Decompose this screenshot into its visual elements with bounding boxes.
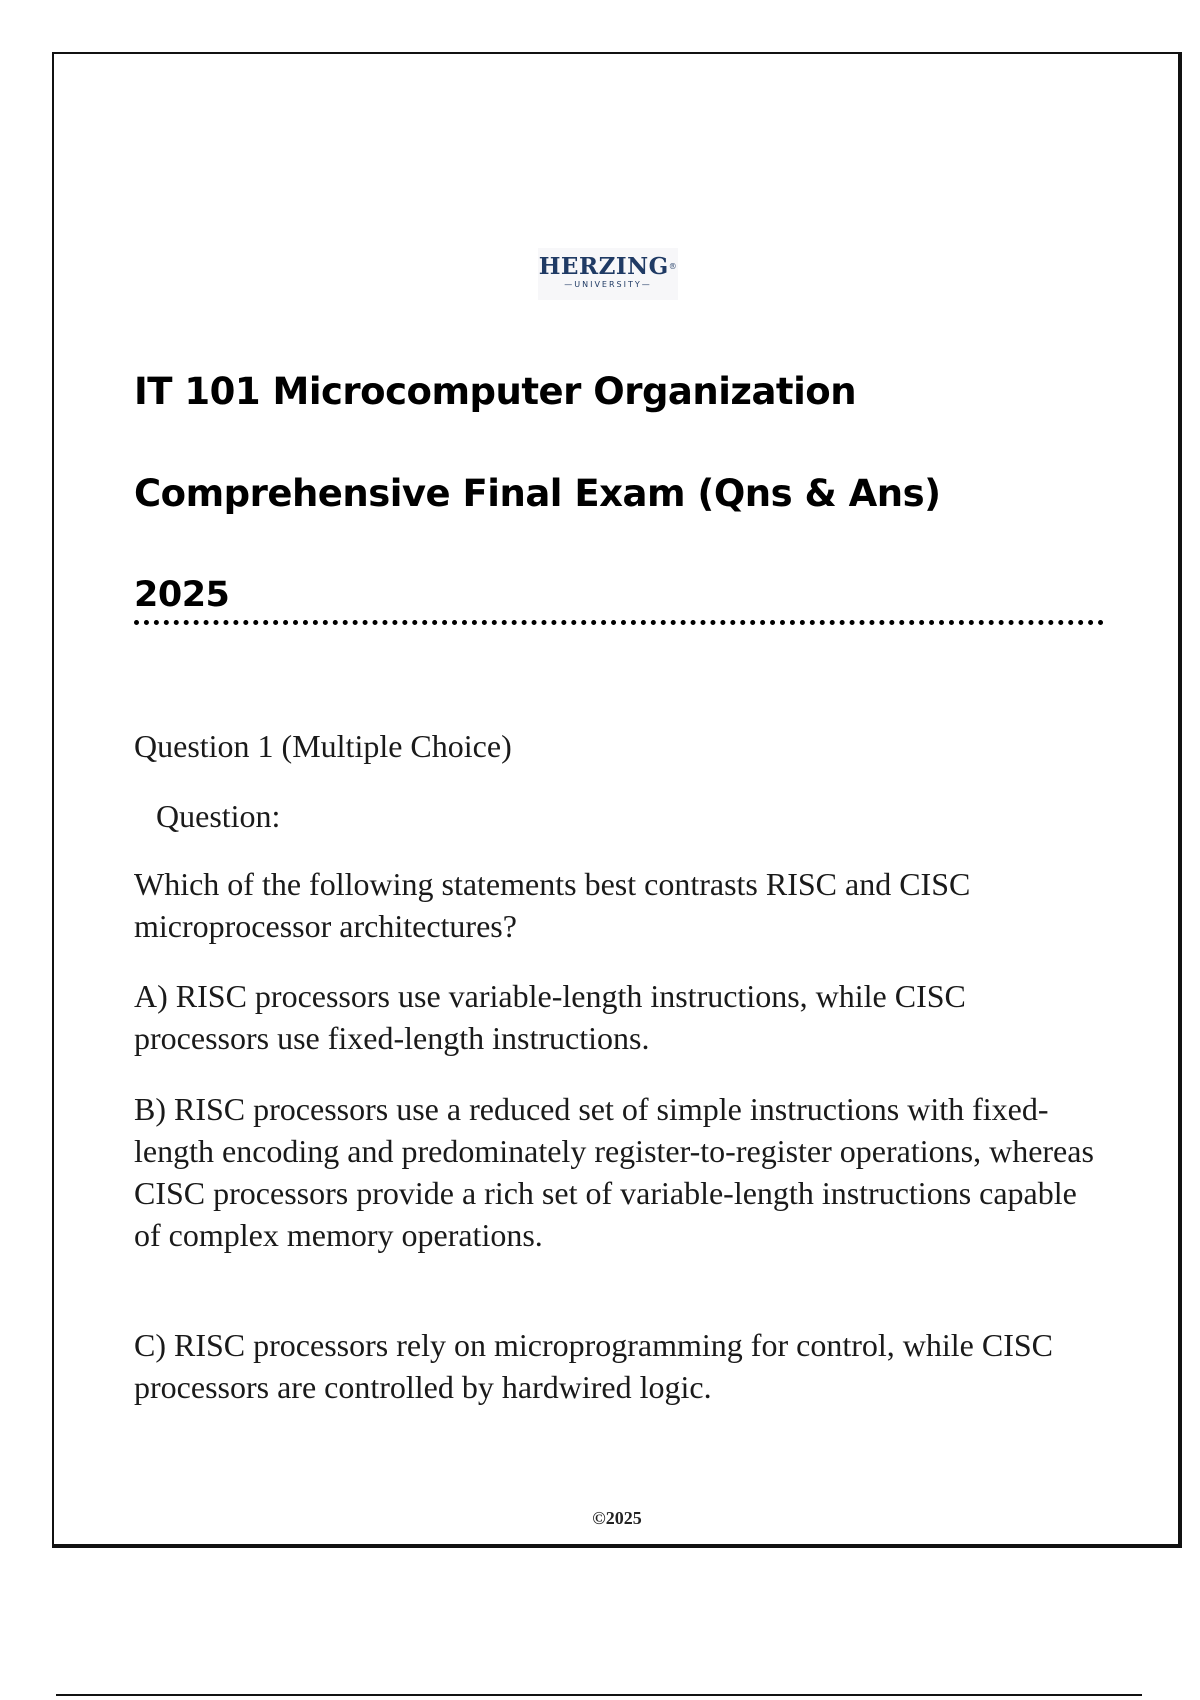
- question-heading: Question 1 (Multiple Choice): [134, 728, 512, 764]
- answer-option-a: A) RISC processors use variable-length instructions, while CISC processors use fixed-length instructions.: [134, 978, 966, 1056]
- title-exam: Comprehensive Final Exam (Qns & Ans): [134, 472, 941, 515]
- logo-tagline: UNIVERSITY: [574, 280, 642, 289]
- registered-mark: ®: [668, 262, 678, 271]
- logo-name: HERZING: [538, 253, 669, 280]
- title-course: IT 101 Microcomputer Organization: [134, 370, 857, 413]
- title-year: 2025: [134, 575, 230, 615]
- answer-option-b: B) RISC processors use a reduced set of simple instructions with fixed-length encoding and predominately register-to-register operations, whereas CISC processors provide a rich set of variable-length instructions capable of complex memory operations.: [134, 1091, 1094, 1253]
- bottom-divider: [56, 1694, 1142, 1696]
- answer-option-c: C) RISC processors rely on microprogramming for control, while CISC processors are controlled by hardwired logic.: [134, 1327, 1053, 1405]
- copyright-footer: ©2025: [592, 1508, 642, 1528]
- question-text: Which of the following statements best contrasts RISC and CISC microprocessor architectures?: [134, 866, 971, 944]
- dotted-divider: [134, 620, 1104, 625]
- university-logo: HERZING® —UNIVERSITY—: [538, 248, 678, 300]
- question-label: Question:: [156, 798, 281, 834]
